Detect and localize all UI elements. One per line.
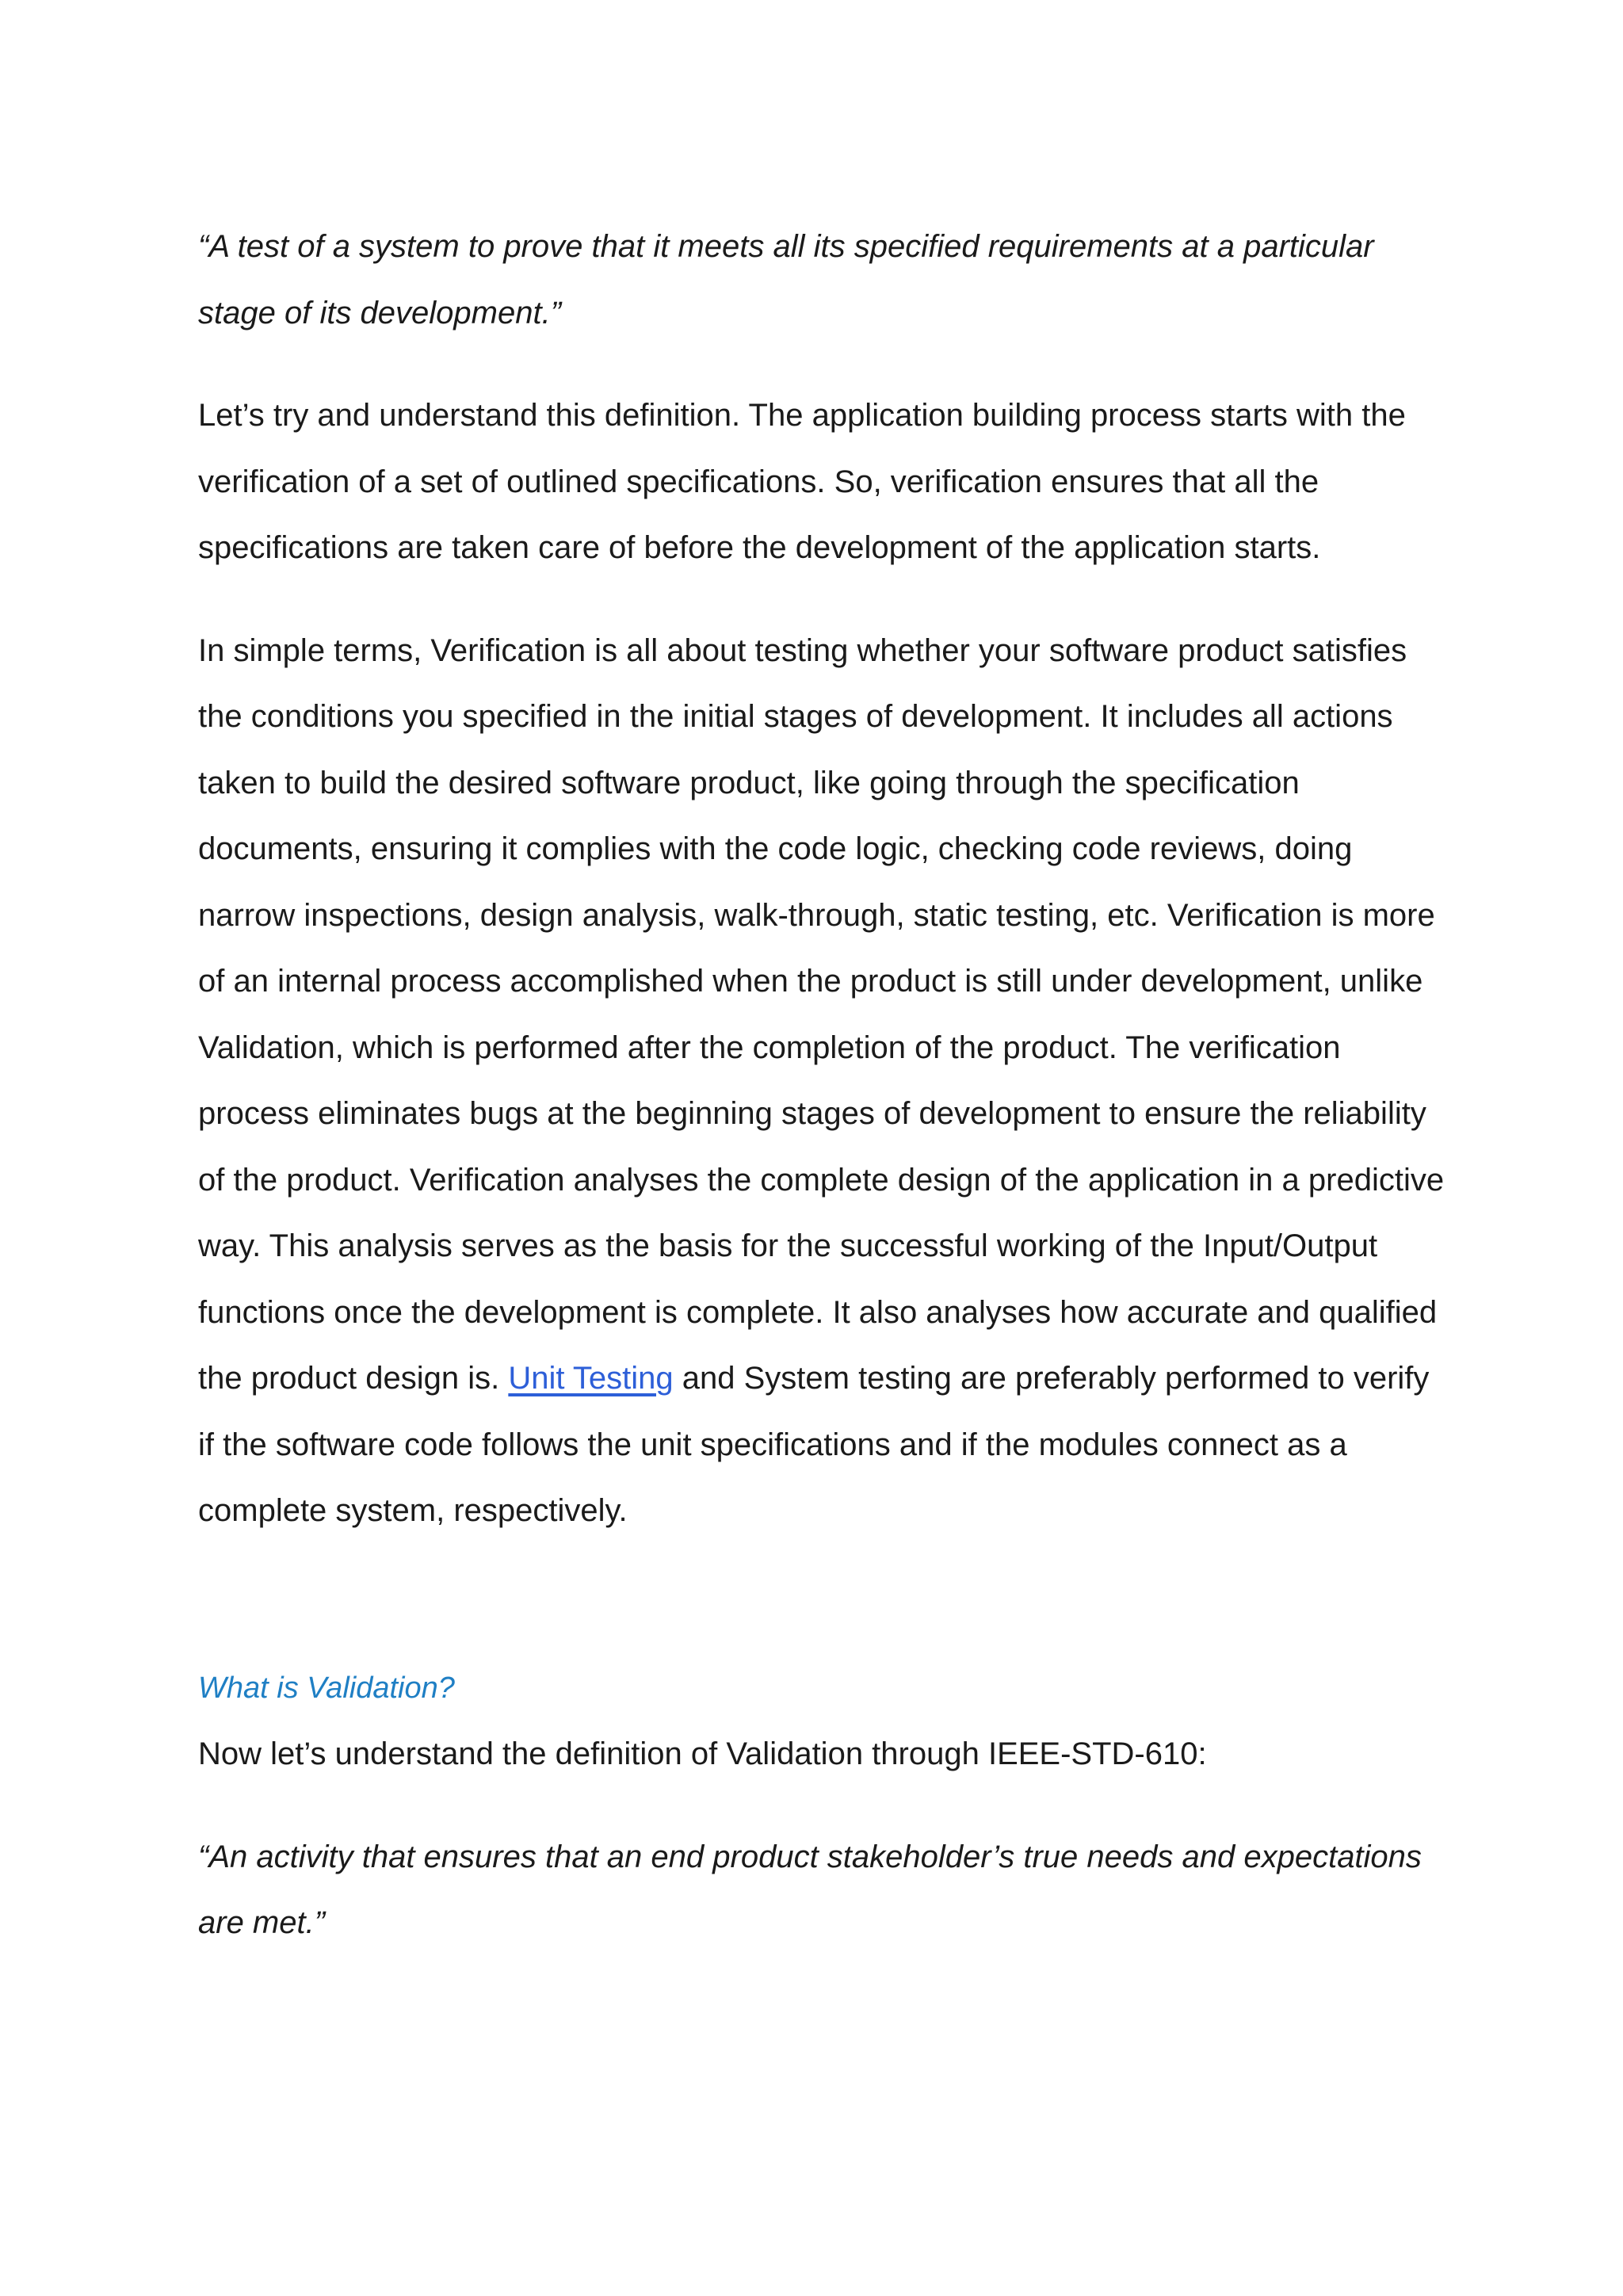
unit-testing-link[interactable]: Unit Testing [508,1361,674,1396]
verification-definition-quote: “A test of a system to prove that it meets all its specified requirements at a particular stage of its development.” [198,229,1374,330]
paragraph-text-before-link: In simple terms, Verification is all about testing whether your software product satisfies the conditions you specified in the initial stages of development. It includes all actions taken to build the desired software product, like going through the specification documents, ensuring it complies with the code logic, checking code reviews, doing narrow inspections, design analysis, walk-through, static testing, etc. Verification is more of an internal process accomplished when the product is still under development, unlike Validation, which is performed after the completion of the product. The verification process eliminates bugs at the beginning stages of development to ensure the reliability of the product. Verification analyses the complete design of the application in a predictive way. This analysis serves as the basis for the successful working of the Input/Output functions once the development is complete. It also analyses how accurate and qualified the product design is. [198,632,1445,1396]
paragraph-verification-explanation [198,618,1450,1545]
validation-heading: What is Validation? [198,1671,455,1705]
validation-intro: Now let’s understand the definition of Validation through IEEE-STD-610: [198,1736,1207,1771]
validation-definition-quote: “An activity that ensures that an end product stakeholder’s true needs and expectations are met.” [198,1839,1422,1940]
document-page [198,214,1450,1957]
paragraph-understand-definition: Let’s try and understand this definition. The application building process starts with the verification of a set of outlined specifications. So, verification ensures that all the specifications are taken care of before the development of the application starts. [198,398,1406,565]
paragraph-text-after-link: and System testing are preferably performed to verify if the software code follows the unit specifications and if the modules connect as a complete system, respectively. [198,1361,1430,1528]
